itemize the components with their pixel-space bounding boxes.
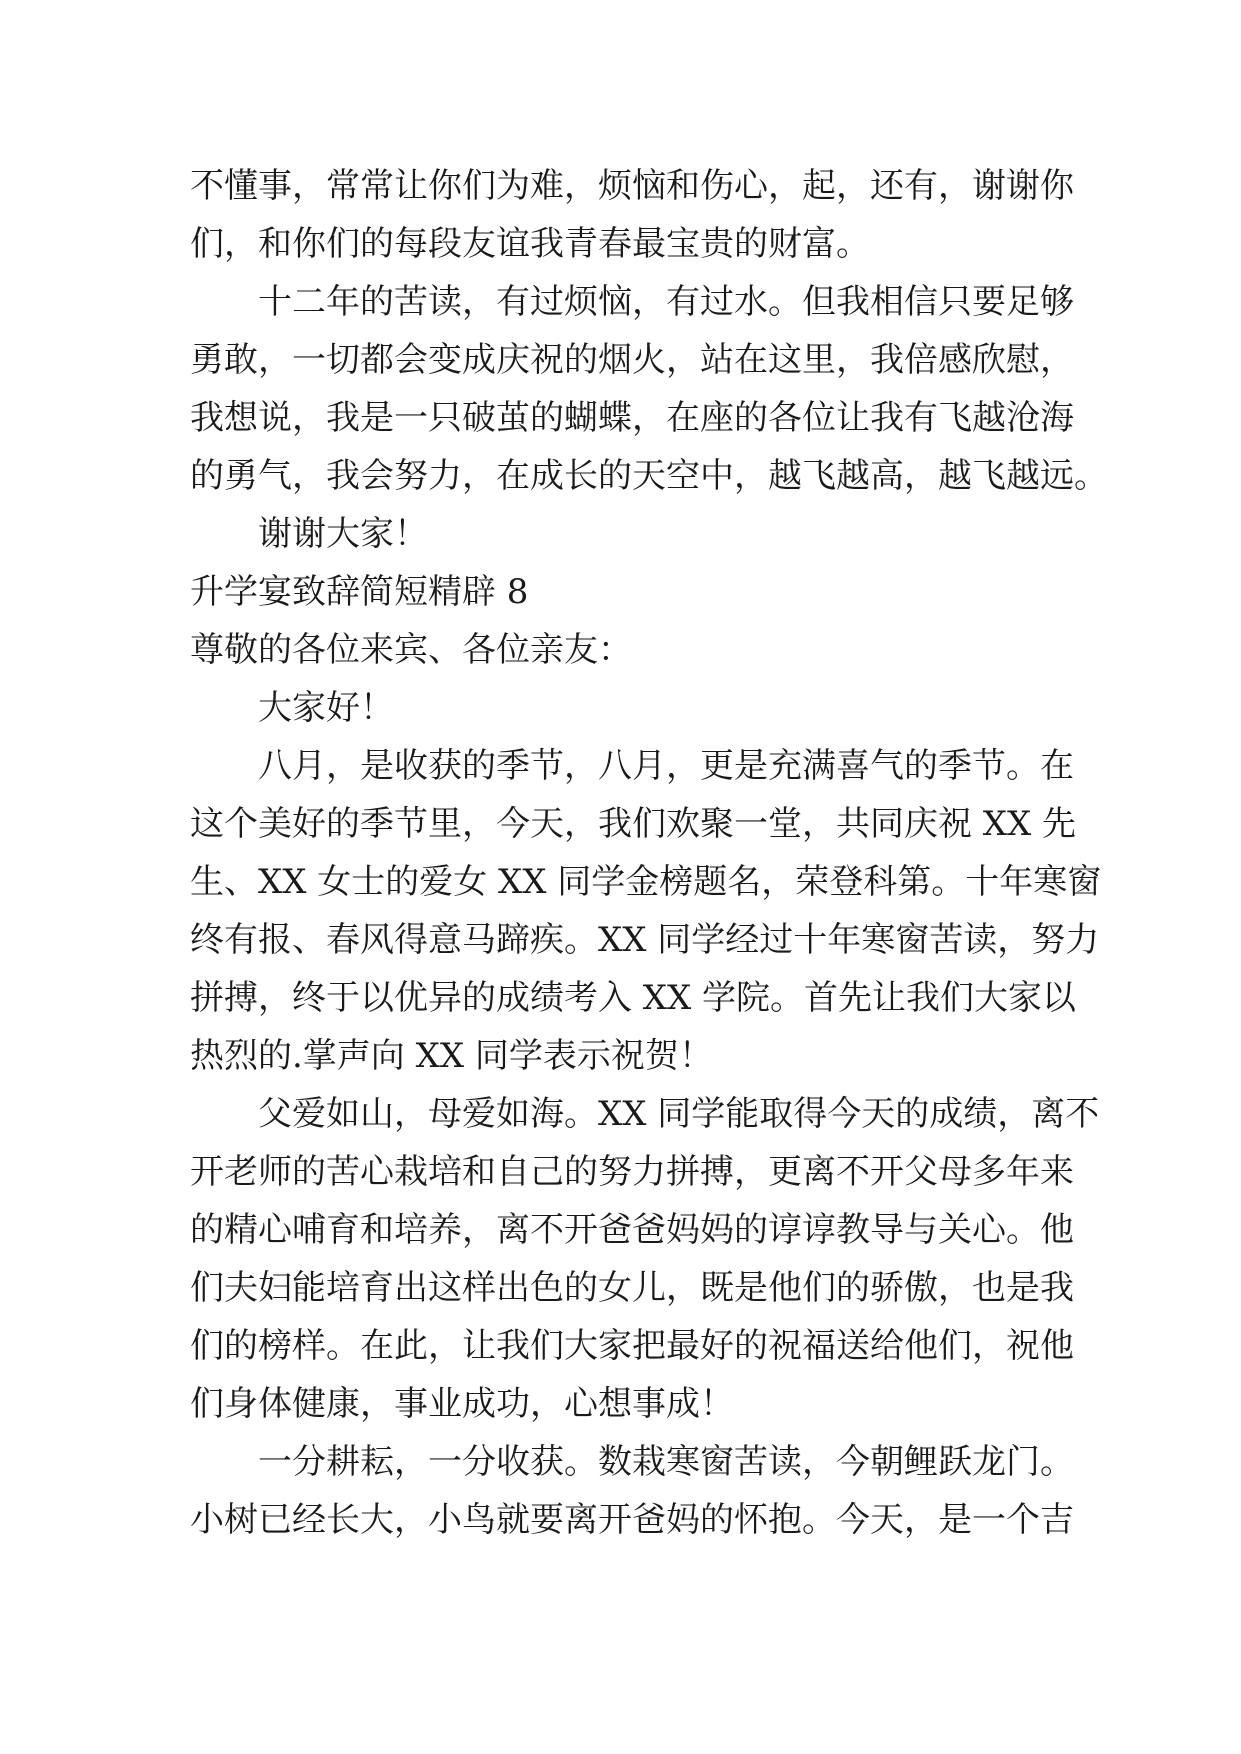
text-line: 这个美好的季节里，今天，我们欢聚一堂，共同庆祝 XX 先 bbox=[190, 804, 1077, 844]
text-line: 小树已经长大，小鸟就要离开爸妈的怀抱。今天，是一个吉 bbox=[190, 1500, 1074, 1540]
text-line: 一分耕耘，一分收获。数栽寒窗苦读，今朝鲤跃龙门。 bbox=[258, 1442, 1074, 1482]
section-heading: 升学宴致辞简短精辟 8 bbox=[190, 572, 529, 612]
text-line: 热烈的.掌声向 XX 同学表示祝贺！ bbox=[190, 1036, 713, 1076]
text-line: 勇敢，一切都会变成庆祝的烟火，站在这里，我倍感欣慰， bbox=[190, 340, 1074, 380]
text-line: 们夫妇能培育出这样出色的女儿，既是他们的骄傲，也是我 bbox=[190, 1268, 1074, 1308]
salutation: 尊敬的各位来宾、各位亲友： bbox=[190, 630, 632, 670]
text-line: 们的榜样。在此，让我们大家把最好的祝福送给他们，祝他 bbox=[190, 1326, 1074, 1366]
text-line: 的精心哺育和培养，离不开爸爸妈妈的谆谆教导与关心。他 bbox=[190, 1210, 1074, 1250]
text-line: 终有报、春风得意马蹄疾。XX 同学经过十年寒窗苦读，努力 bbox=[190, 920, 1100, 960]
text-line: 不懂事，常常让你们为难，烦恼和伤心，起，还有，谢谢你 bbox=[190, 166, 1074, 206]
text-line: 们身体健康，事业成功，心想事成！ bbox=[190, 1384, 734, 1424]
text-line: 开老师的苦心栽培和自己的努力拼搏，更离不开父母多年来 bbox=[190, 1152, 1074, 1192]
text-line: 拼搏，终于以优异的成绩考入 XX 学院。首先让我们大家以 bbox=[190, 978, 1077, 1018]
text-line: 们，和你们的每段友谊我青春最宝贵的财富。 bbox=[190, 224, 870, 264]
document-body bbox=[190, 157, 1108, 1549]
text-line: 生、XX 女士的爱女 XX 同学金榜题名，荣登科第。十年寒窗 bbox=[190, 862, 1102, 902]
text-line: 十二年的苦读，有过烦恼，有过水。但我相信只要足够 bbox=[258, 282, 1074, 322]
text-line: 父爱如山，母爱如海。XX 同学能取得今天的成绩，离不 bbox=[258, 1094, 1100, 1134]
text-line: 的勇气，我会努力，在成长的天空中，越飞越高，越飞越远。 bbox=[190, 456, 1108, 496]
greeting: 大家好！ bbox=[258, 688, 394, 728]
text-line: 谢谢大家！ bbox=[258, 514, 428, 554]
text-line: 八月，是收获的季节，八月，更是充满喜气的季节。在 bbox=[258, 746, 1074, 786]
text-line: 我想说，我是一只破茧的蝴蝶，在座的各位让我有飞越沧海 bbox=[190, 398, 1074, 438]
